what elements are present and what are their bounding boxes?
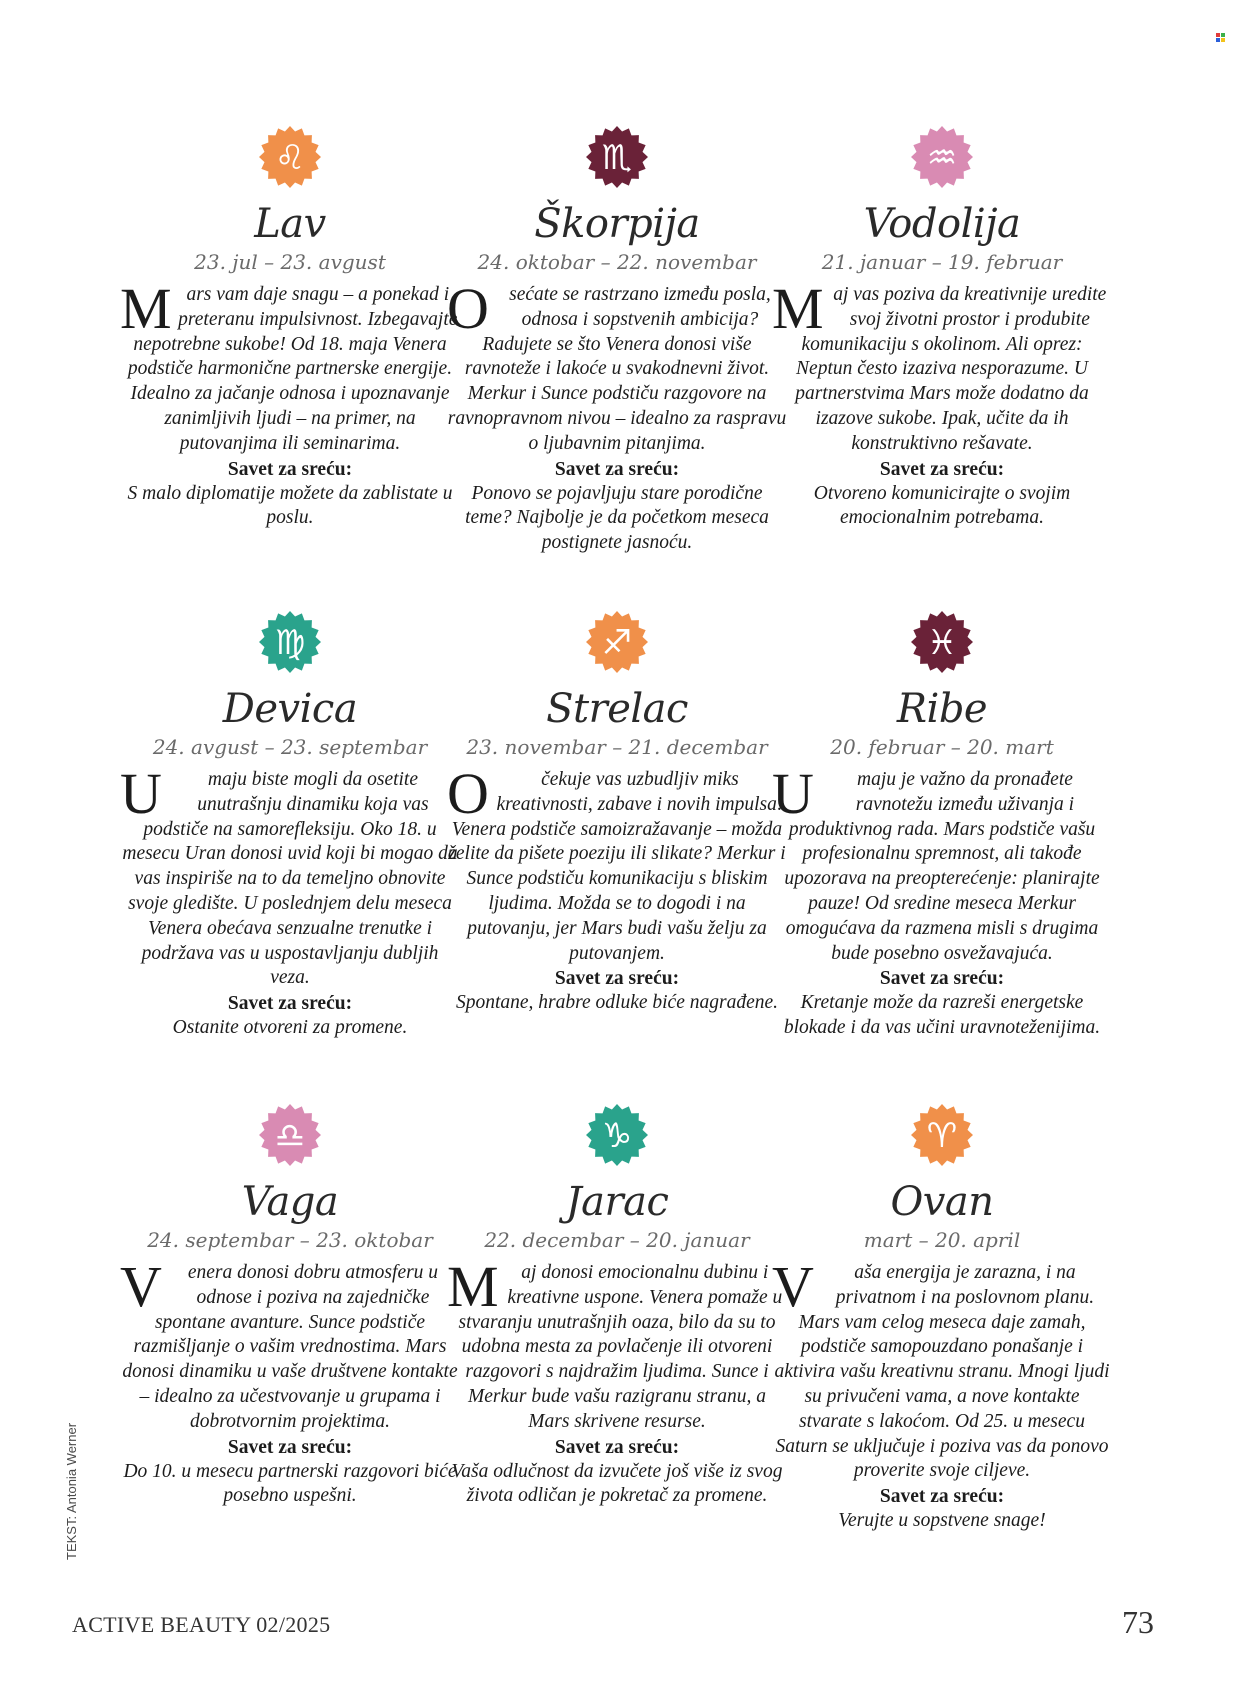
sign-name: Jarac: [565, 1179, 669, 1225]
scorpio-icon: [585, 125, 649, 189]
sign-text: V aša energija je zarazna, i na privatnom i na poslovnom planu. Mars vam celog meseca daje zamah, podstiče samopouzdano ponašanje i aktivira vašu kreativnu stranu. Mnogi ljudi su privučeni vama, a nove kontakte stvarate s lakoćom. Od 25. u mesecu Saturn se uključuje i poziva vas da ponovo proverite svoje ciljeve. Savet za sreću: Verujte u sopstvene snage!: [772, 1261, 1112, 1534]
sign-vaga: [120, 1103, 460, 1509]
sign-text: U maju biste mogli da osetite unutrašnju dinamiku koja vas podstiče na samorefleksiju. Oko 18. u mesecu Uran donosi uvid koji bi mogao da vas inspiriše na to da temeljno obnovite svoje gledište. U poslednjem delu meseca Venera obećava senzualne trenutke i podržava vas u uspostavljanju dubljih veza. Savet za sreću: Ostanite otvoreni za promene.: [120, 768, 460, 1041]
sign-vodolija: [772, 125, 1112, 531]
drop-cap: M: [772, 276, 824, 341]
sign-jarac: [447, 1103, 787, 1509]
sign-name: Ribe: [896, 686, 988, 732]
color-registration-mark: [1216, 33, 1225, 42]
tip-text: S malo diplomatije možete da zablistate u poslu.: [127, 482, 453, 529]
sagittarius-icon: [585, 610, 649, 674]
tip-text: Otvoreno komunicirajte o svojim emocionalnim potrebama.: [813, 482, 1071, 529]
tip-text: Ponovo se pojavljuju stare porodične teme? Najbolje je da početkom meseca postignete jasnoću.: [465, 482, 769, 554]
page-number: 73: [1122, 1604, 1154, 1640]
drop-cap: O: [447, 276, 489, 341]
svg-text:♍: ♍: [274, 623, 306, 663]
libra-icon: [258, 1103, 322, 1167]
sign-text: O sećate se rastrzano između posla, odnosa i sopstvenih ambicija? Radujete se što Venera donosi više ravnoteže i lakoće u svakodnevni život. Merkur i Sunce podstiču razgovore na ravnopravnom nivou – idealno za raspravu o ljubavnim pitanjima. Savet za sreću: Ponovo se pojavljuju stare porodične teme? Najbolje je da početkom meseca postignete jasnoću.: [447, 283, 787, 556]
sign-dates: 23. jul – 23. avgust: [194, 250, 386, 274]
tip-label: Savet za sreću:: [227, 993, 353, 1015]
sign-dates: 21. januar – 19. februar: [821, 250, 1063, 274]
sign-dates: 20. februar – 20. mart: [830, 735, 1054, 759]
aquarius-icon: [910, 125, 974, 189]
tip-label: Savet za sreću:: [554, 458, 680, 480]
sign-text: Mars vam daje snagu – a ponekad i preteranu impulsivnost. Izbegavajte nepotrebne sukobe! Od 18. maja Venera podstiče harmonične partnerske energije. Idealno za jačanje odnosa i upoznavanje zanimljivih ljudi – na primer, na putovanjima ili seminarima. Savet za sreću: S malo diplomatije možete da zablistate u poslu.: [120, 283, 460, 531]
sign-ovan: [772, 1103, 1112, 1534]
tip-label: Savet za sreću:: [879, 458, 1005, 480]
sign-name: Vaga: [241, 1179, 339, 1225]
leo-icon: [258, 125, 322, 189]
drop-cap: U: [120, 761, 162, 826]
sign-devica: [120, 610, 460, 1041]
svg-text:♑: ♑: [601, 1116, 633, 1156]
tip-text: Vaša odlučnost da izvučete još više iz svog života odličan je pokretač za promene.: [451, 1460, 783, 1507]
drop-cap: V: [120, 1254, 162, 1319]
tip-label: Savet za sreću:: [554, 968, 680, 990]
author-credit: TEKST: Antonia Werner: [64, 1422, 79, 1560]
tip-text: Do 10. u mesecu partnerski razgovori biće posebno uspešni.: [123, 1460, 457, 1507]
sign-name: Strelac: [546, 686, 688, 732]
tip-label: Savet za sreću:: [227, 1436, 353, 1458]
svg-text:♎: ♎: [274, 1116, 306, 1156]
sign-dates: 24. oktobar – 22. novembar: [477, 250, 757, 274]
sign-name: Lav: [254, 201, 326, 247]
tip-label: Savet za sreću:: [554, 1436, 680, 1458]
tip-label: Savet za sreću:: [227, 458, 353, 480]
sign-name: Ovan: [890, 1179, 994, 1225]
drop-cap: M: [120, 276, 172, 341]
drop-cap: M: [447, 1254, 499, 1319]
tip-label: Savet za sreću:: [879, 1486, 1005, 1508]
svg-text:♓: ♓: [926, 623, 958, 663]
svg-text:♌: ♌: [274, 138, 306, 178]
drop-cap: V: [772, 1254, 814, 1319]
tip-text: Verujte u sopstvene snage!: [838, 1510, 1046, 1532]
sign-dates: 24. septembar – 23. oktobar: [147, 1228, 433, 1252]
svg-text:♏: ♏: [601, 138, 633, 178]
sign-name: Škorpija: [534, 201, 700, 247]
svg-text:♐: ♐: [601, 623, 633, 663]
sign-text: O čekuje vas uzbudljiv miks kreativnosti, zabave i novih impulsa: Venera podstiče samoizražavanje – možda želite da pišete poeziju ili slikate? Merkur i Sunce podstiču komunikaciju s bliskim ljudima. Možda se to dogodi i na putovanju, jer Mars budi vašu želju za putovanjem. Savet za sreću: Spontane, hrabre odluke biće nagrađene.: [447, 768, 787, 1016]
sign-dates: mart – 20. april: [863, 1228, 1021, 1252]
sign-text: U maju je važno da pronađete ravnotežu između uživanja i produktivnog rada. Mars podstiče vašu profesionalnu spremnost, ali takođe upozorava na preopterećenje: planirajte pauze! Od sredine meseca Merkur omogućava da razmena misli s drugima bude posebno osvežavajuća. Savet za sreću: Kretanje može da razreši energetske blokade i da vas učini uravnoteženijima.: [772, 768, 1112, 1041]
sign-name: Devica: [222, 686, 358, 732]
tip-label: Savet za sreću:: [879, 968, 1005, 990]
sign-text: V enera donosi dobru atmosferu u odnose i poziva na zajedničke spontane avanture. Sunce podstiče razmišljanje o vašim vrednostima. Mars donosi dinamiku u vaše društvene kontakte – idealno za učestvovanje u grupama i dobrotvornim projektima. Savet za sreću: Do 10. u mesecu partnerski razgovori biće posebno uspešni.: [120, 1261, 460, 1509]
virgo-icon: [258, 610, 322, 674]
sign-skorpija: [447, 125, 787, 556]
sign-dates: 22. decembar – 20. januar: [484, 1228, 750, 1252]
svg-text:♈: ♈: [926, 1116, 958, 1156]
sign-ribe: [772, 610, 1112, 1041]
sign-dates: 24. avgust – 23. septembar: [152, 735, 428, 759]
tip-text: Ostanite otvoreni za promene.: [172, 1017, 408, 1039]
drop-cap: O: [447, 761, 489, 826]
aries-icon: [910, 1103, 974, 1167]
sign-dates: 23. novembar – 21. decembar: [466, 735, 768, 759]
pisces-icon: [910, 610, 974, 674]
sign-name: Vodolija: [863, 201, 1021, 247]
tip-text: Spontane, hrabre odluke biće nagrađene.: [455, 992, 779, 1014]
tip-text: Kretanje može da razreši energetske blokade i da vas učini uravnoteženijima.: [783, 992, 1101, 1039]
magazine-issue: ACTIVE BEAUTY 02/2025: [72, 1612, 331, 1637]
sign-text: M aj donosi emocionalnu dubinu i kreativne uspone. Venera pomaže u stvaranju unutrašnjih oaza, bilo da su to udobna mesta za povlačenje ili otvoreni razgovori s najdražim ljudima. Sunce i Merkur bude vašu razigranu stranu, a Mars skrivene resurse. Savet za sreću: Vaša odlučnost da izvučete još više iz svog života odličan je pokretač za promene.: [447, 1261, 787, 1509]
sign-text: Maj vas poziva da kreativnije uredite svoj životni prostor i produbite komunikaciju s okolinom. Ali oprez: Neptun često izaziva nesporazume. U partnerstvima Mars može dodatno da izazove sukobe. Ipak, učite da ih konstruktivno rešavate. Savet za sreću: Otvoreno komunicirajte o svojim emocionalnim potrebama.: [772, 283, 1112, 531]
drop-cap: U: [772, 761, 814, 826]
sign-lav: [120, 125, 460, 531]
svg-text:♒: ♒: [926, 138, 958, 178]
capricorn-icon: [585, 1103, 649, 1167]
sign-strelac: [447, 610, 787, 1016]
